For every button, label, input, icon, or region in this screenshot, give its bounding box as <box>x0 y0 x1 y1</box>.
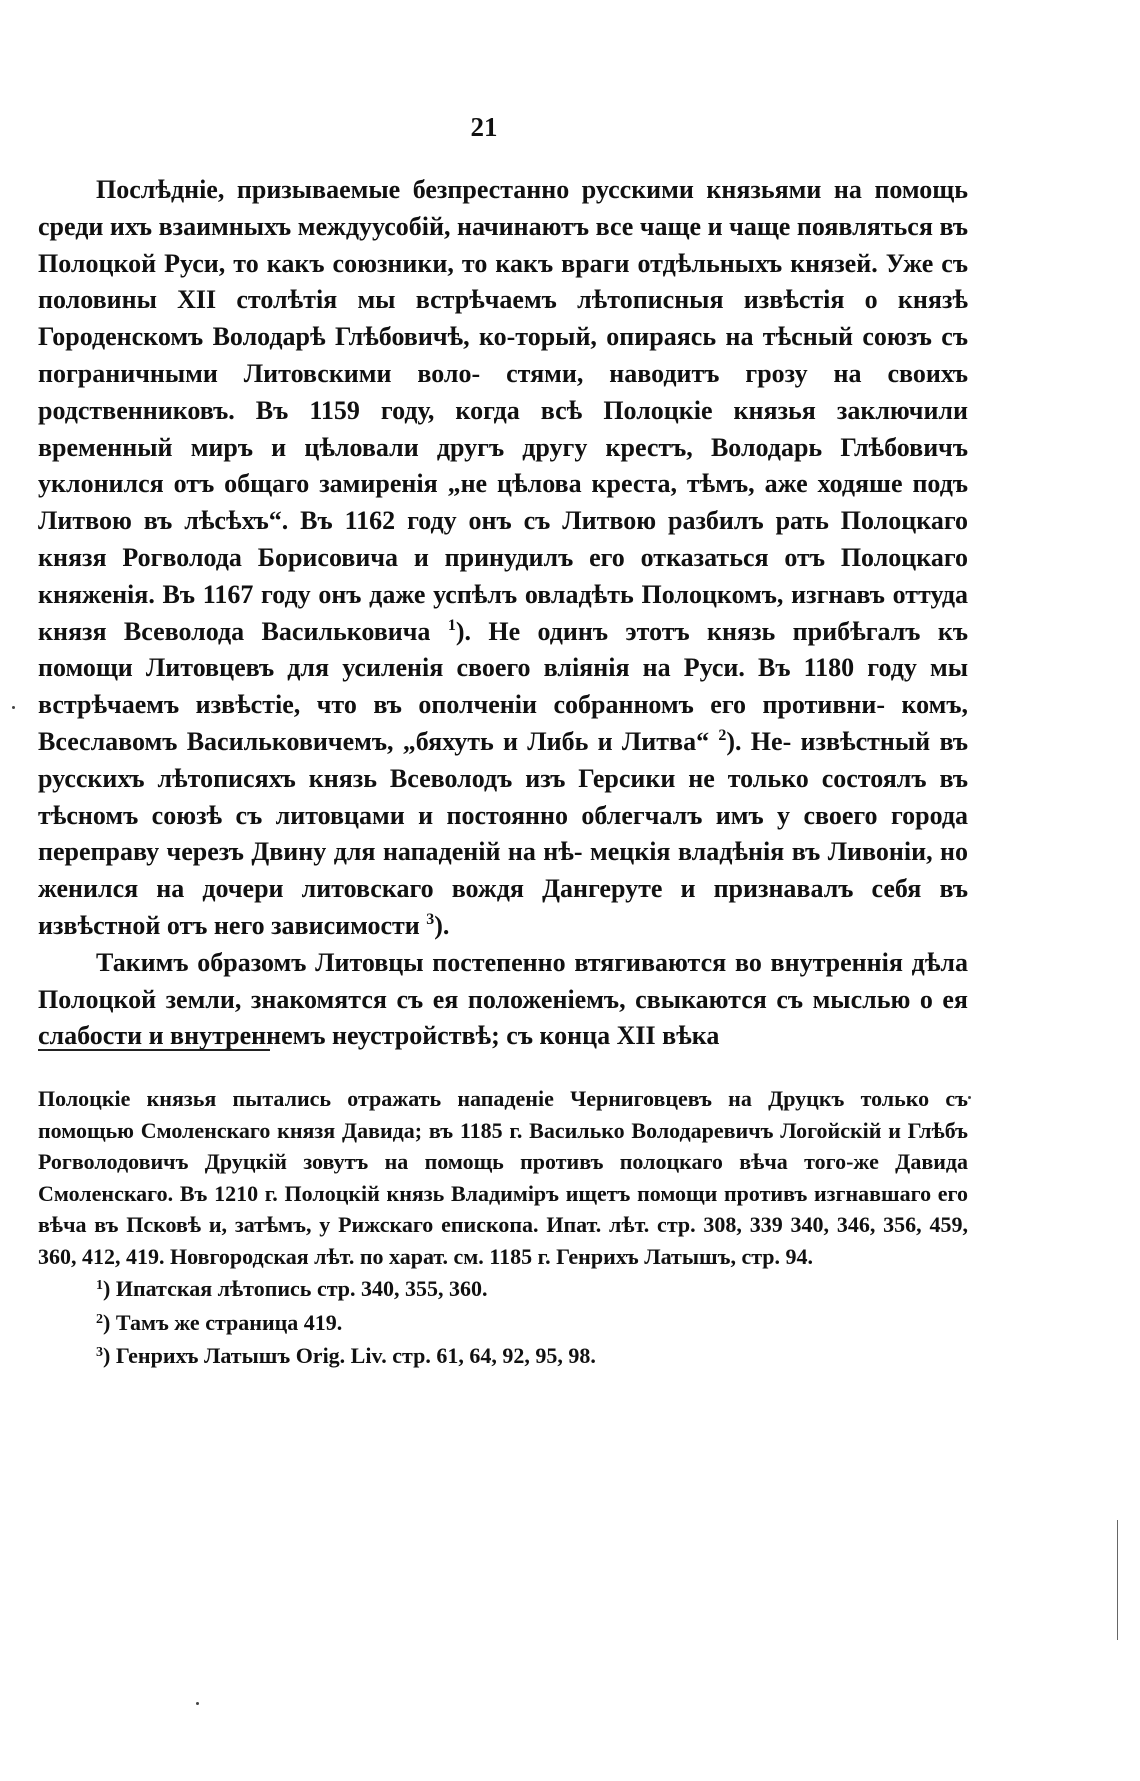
footnote-text: ) Генрихъ Латышъ Orig. Liv. стр. 61, 64, 92, 95, 98. <box>103 1343 596 1368</box>
text-line: мыслью о ея слабости и внутреннемъ неустройствѣ; съ конца XII вѣка <box>38 984 968 1051</box>
text-line: ). <box>434 910 450 940</box>
footnote-2 <box>38 1306 968 1340</box>
footnote-1 <box>38 1272 968 1306</box>
text-line: комъ, Всеславомъ Васильковичемъ, „бяхуть и Либь и Литва“ <box>38 690 969 756</box>
text-line: Борисовича и принудилъ его отказаться отъ Полоцкаго княженія. Въ <box>38 542 969 609</box>
footnote-mark: 1 <box>96 1278 103 1293</box>
text-line: ). Не- <box>726 726 792 756</box>
text-line: ). Не одинъ этотъ князь прибѣгалъ къ <box>455 616 968 646</box>
text-line: Послѣдніе, призываемые безпрестанно русскими князьями на <box>96 175 862 204</box>
footnote-text: ) Ипатская лѣтопись стр. 340, 355, 360. <box>103 1276 488 1301</box>
text-line: „не цѣлова креста, тѣмъ, аже ходяше подъ Литвою въ лѣсѣхъ“. Въ <box>38 469 968 536</box>
scan-speck <box>12 706 15 709</box>
text-line: только состоялъ въ тѣсномъ союзѣ съ литовцами и постоянно облегчалъ <box>38 763 969 830</box>
footnote-continuation: Полоцкіе князья пытались отражать нападеніе Черниговцевъ на Друцкъ только съ помощью Смоленскаго князя Давида; въ 1185 г. Василько Володаревичъ Логойскій и Глѣбъ Рогволодовичъ Друцкій зовутъ на помощь противъ полоцкаго вѣча того-же Давида Смоленскаго. Въ 1210 г. Полоцкій князь Владиміръ ищетъ помощи противъ изгнавшаго его вѣча въ Псковѣ и, затѣмъ, у Рижскаго епископа. Ипат. лѣт. стр. 308, 339 340, 346, 356, 459, 360, 412, 419. Новгородская лѣт. по харат. см. 1185 г. Генрихъ Латышъ, стр. 94. <box>38 1086 968 1269</box>
text-line: чаще появляться въ Полоцкой Руси, то какъ союзники, то какъ враги <box>38 211 968 278</box>
text-line: отдѣльныхъ князей. Уже съ половины XII столѣтія мы встрѣчаемъ <box>38 248 969 315</box>
text-line: торый, опираясь на тѣсный союзъ съ пограничными Литовскими воло- <box>38 322 968 388</box>
text-line: извѣстный въ русскихъ лѣтописяхъ князь Всеволодъ изъ Герсики не <box>38 726 968 793</box>
text-line: Дангеруте и признавалъ себя въ извѣстной отъ него зависимости <box>38 874 969 940</box>
text-line: имъ у своего города переправу черезъ Двину для нападеній на нѣ- <box>38 800 968 867</box>
footnote-ref-1[interactable]: 1 <box>447 616 456 634</box>
text-line: дѣла Полоцкой земли, знакомятся съ ея положеніемъ, свыкаются съ <box>38 947 969 1014</box>
paragraph-2 <box>38 945 968 1055</box>
main-text <box>38 172 968 1055</box>
text-line: 1162 году онъ съ Литвою разбилъ рать Полоцкаго князя Рогволода <box>38 506 968 572</box>
footnote-ref-2[interactable]: 2 <box>718 726 727 744</box>
footnote-mark: 3 <box>96 1345 103 1360</box>
footnote-text: ) Тамъ же страница 419. <box>103 1309 343 1335</box>
text-line: стями, наводитъ грозу на своихъ родственниковъ. Въ 1159 году, когда <box>38 358 969 425</box>
footnote-3 <box>38 1339 968 1373</box>
text-line: 1167 году онъ даже успѣлъ овладѣть Полоцкомъ, изгнавъ оттуда <box>202 579 968 609</box>
footnote-mark: 2 <box>96 1311 103 1327</box>
paragraph-1 <box>38 172 968 945</box>
text-line: Такимъ образомъ Литовцы постепенно втягиваются во внутреннія <box>96 947 903 977</box>
scan-speck <box>968 1096 971 1099</box>
text-line: помощи Литовцевъ для усиленія своего вліянія на Руси. Въ 1180 году <box>38 653 917 683</box>
text-line: мецкія владѣнія въ Ливоніи, но женился на дочери литовскаго вождя <box>38 837 969 904</box>
footnote-divider <box>38 1049 270 1051</box>
text-line: мы встрѣчаемъ извѣстіе, что въ ополченіи собранномъ его противни- <box>38 653 968 720</box>
text-line: всѣ Полоцкіе князья заключили временный миръ и цѣловали другъ <box>38 395 968 462</box>
scan-speck <box>196 1702 199 1705</box>
scan-edge-line <box>1117 1520 1118 1640</box>
footnotes <box>38 1083 968 1373</box>
text-line: лѣтописныя извѣстія о князѣ Городенскомъ Володарѣ Глѣбовичѣ, ко- <box>38 285 968 352</box>
text-line: другу крестъ, Володарь Глѣбовичъ уклонился отъ общаго замиренія <box>38 432 968 499</box>
page-number: 21 <box>470 112 498 142</box>
text-line: князя Всеволода Васильковича <box>38 616 431 646</box>
footnote-ref-3[interactable]: 3 <box>426 910 435 928</box>
text-line: помощь среди ихъ взаимныхъ междуусобій, начинаютъ все чаще и <box>38 175 968 241</box>
